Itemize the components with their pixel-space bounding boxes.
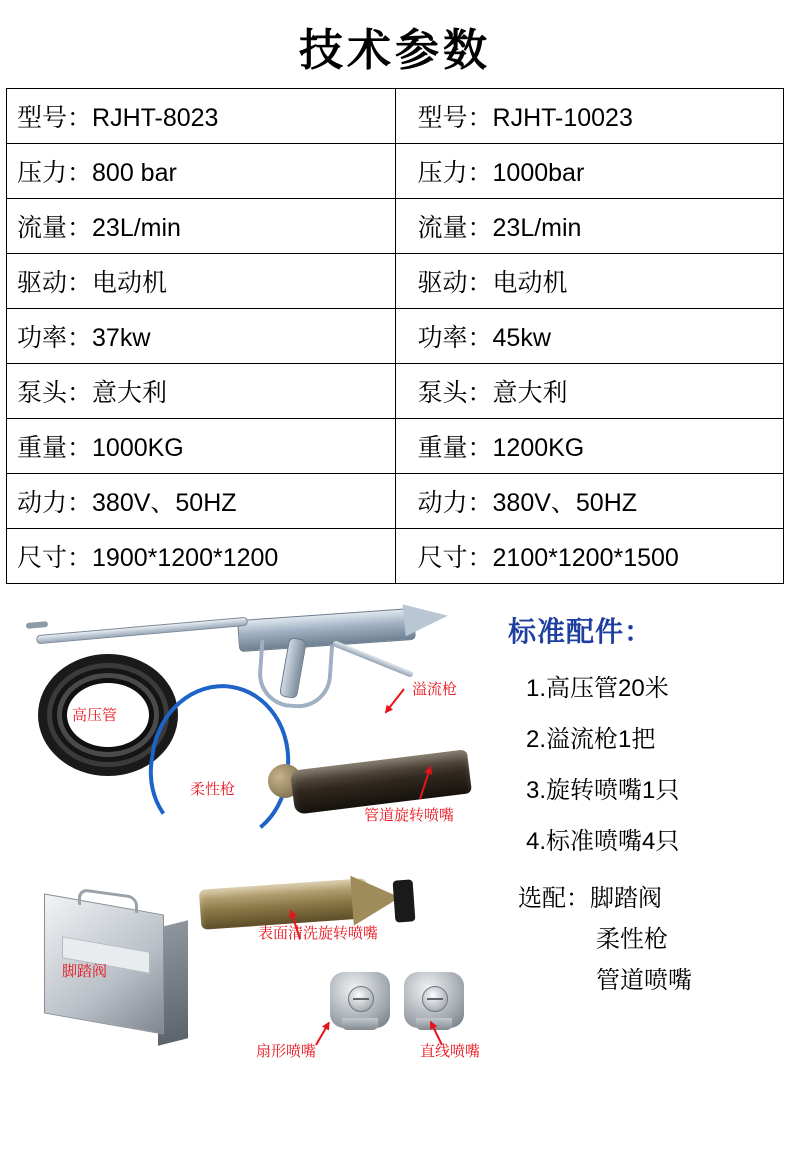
- spec-label: 驱动：: [17, 269, 93, 297]
- label-straight-nozzle: 直线喷嘴: [420, 1043, 481, 1060]
- spec-label: 重量：: [417, 434, 493, 462]
- label-pipe-rotating-nozzle: 管道旋转喷嘴: [364, 807, 455, 824]
- spec-label: 尺寸：: [417, 544, 493, 572]
- leader-arrow-relief-gun: [385, 688, 405, 713]
- accessories-list: [508, 610, 790, 1001]
- optional-label: 选配：脚踏阀: [518, 885, 662, 912]
- spec-value: 1900*1200*1200: [92, 544, 279, 572]
- relief-gun-lance: [36, 617, 248, 644]
- optional-item: 柔性枪: [596, 926, 668, 953]
- spec-label: 功率：: [417, 324, 493, 352]
- spec-label: 压力：: [17, 159, 93, 187]
- list-item: 1.高压管20米: [526, 675, 669, 702]
- spec-value: 意大利: [492, 379, 568, 407]
- spec-label: 动力：: [17, 489, 93, 517]
- straight-nozzle-screw: [422, 986, 448, 1012]
- spec-label: 流量：: [417, 214, 493, 242]
- table-row: [7, 254, 784, 309]
- spec-label: 动力：: [417, 489, 493, 517]
- spec-value: 1000KG: [92, 434, 184, 462]
- spec-label: 重量：: [17, 434, 93, 462]
- spec-value: RJHT-10023: [492, 104, 633, 132]
- spec-cell-left: [7, 199, 396, 254]
- accessories-heading: 标准配件：: [508, 616, 654, 647]
- spec-cell-right: [395, 199, 784, 254]
- label-surface-rotating-nozzle: 表面清洗旋转喷嘴: [258, 925, 379, 942]
- spec-label: 流量：: [17, 214, 93, 242]
- table-row: [7, 89, 784, 144]
- list-item: 3.旋转喷嘴1只: [526, 777, 680, 804]
- spec-value: 37kw: [92, 324, 151, 352]
- spec-value: 1000bar: [492, 159, 585, 187]
- spec-cell-left: [7, 254, 396, 309]
- table-row: [7, 474, 784, 529]
- spec-cell-left: [7, 419, 396, 474]
- table-row: [7, 309, 784, 364]
- spec-value: 45kw: [492, 324, 551, 352]
- relief-gun-trigger-guard: [256, 639, 334, 710]
- spec-label: 压力：: [417, 159, 493, 187]
- spec-label: 功率：: [17, 324, 93, 352]
- list-item: 4.标准喷嘴4只: [526, 828, 680, 855]
- spec-label: 型号：: [417, 104, 493, 132]
- spec-cell-right: [395, 474, 784, 529]
- table-row: [7, 199, 784, 254]
- fan-nozzle: [330, 972, 390, 1028]
- spec-label: 泵头：: [17, 379, 93, 407]
- spec-cell-right: [395, 364, 784, 419]
- spec-cell-left: [7, 364, 396, 419]
- spec-cell-left: [7, 529, 396, 584]
- spec-cell-right: [395, 144, 784, 199]
- spec-value: 23L/min: [492, 214, 582, 242]
- optional-accessories: [518, 878, 790, 995]
- spec-value: 380V、50HZ: [92, 489, 237, 517]
- relief-gun-rod: [332, 640, 414, 678]
- spec-value: 电动机: [492, 269, 568, 297]
- spec-value: 1200KG: [492, 434, 585, 462]
- list-item: 2.溢流枪1把: [526, 726, 656, 753]
- spec-value: RJHT-8023: [92, 104, 219, 132]
- spec-value: 380V、50HZ: [492, 489, 638, 517]
- accessories-photo-panel: [0, 592, 790, 1112]
- relief-gun-nozzle: [402, 600, 449, 636]
- table-row: [7, 529, 784, 584]
- spec-label: 驱动：: [417, 269, 493, 297]
- spec-table-body: [7, 89, 784, 584]
- label-foot-valve: 脚踏阀: [62, 963, 108, 980]
- spec-label: 型号：: [17, 104, 93, 132]
- accessories-illustration: [0, 592, 508, 1112]
- spec-cell-left: [7, 309, 396, 364]
- spec-cell-right: [395, 254, 784, 309]
- surface-rotating-nozzle-end: [393, 879, 416, 922]
- label-relief-gun: 溢流枪: [412, 681, 458, 698]
- table-row: [7, 364, 784, 419]
- spec-cell-right: [395, 89, 784, 144]
- page-title: 技术参数: [299, 26, 491, 75]
- spec-table: [6, 88, 784, 584]
- leader-arrow-fan-nozzle: [315, 1022, 330, 1046]
- fan-nozzle-screw: [348, 986, 374, 1012]
- spec-value: 意大利: [92, 379, 168, 407]
- spec-value: 电动机: [92, 269, 168, 297]
- spec-cell-right: [395, 529, 784, 584]
- relief-gun-tip: [26, 621, 48, 629]
- spec-cell-right: [395, 419, 784, 474]
- spec-cell-left: [7, 474, 396, 529]
- spec-cell-left: [7, 89, 396, 144]
- spec-label: 尺寸：: [17, 544, 93, 572]
- optional-item: 管道喷嘴: [596, 967, 692, 994]
- label-fan-nozzle: 扇形喷嘴: [256, 1043, 317, 1060]
- spec-cell-left: [7, 144, 396, 199]
- label-flexible-lance: 柔性枪: [190, 781, 236, 798]
- table-row: [7, 144, 784, 199]
- fan-nozzle-shank: [342, 1018, 378, 1030]
- spec-value: 800 bar: [92, 159, 177, 187]
- spec-value: 2100*1200*1500: [492, 544, 679, 572]
- spec-value: 23L/min: [92, 214, 181, 242]
- label-hose: 高压管: [72, 707, 118, 724]
- spec-cell-right: [395, 309, 784, 364]
- spec-label: 泵头：: [417, 379, 493, 407]
- table-row: [7, 419, 784, 474]
